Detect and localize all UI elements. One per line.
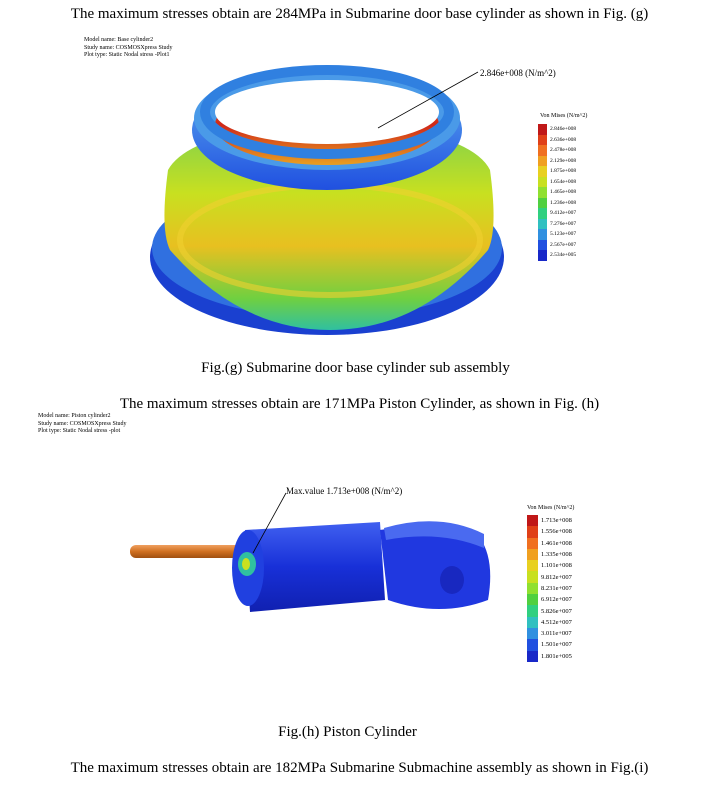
legend-value: 8.231e+007 — [541, 584, 572, 592]
piston-rod — [130, 545, 248, 558]
legend-swatch — [538, 145, 547, 156]
legend-value: 2.129e+008 — [550, 157, 577, 164]
legend-swatch — [527, 549, 538, 560]
legend-row — [538, 240, 587, 251]
legend-row — [527, 571, 574, 582]
legend-value: 1.713e+008 — [541, 517, 572, 525]
legend-swatch — [527, 594, 538, 605]
legend-swatch — [527, 628, 538, 639]
figure-g-meta-line: Study name: COSMOSXpress Study — [84, 44, 173, 51]
legend-value: 2.478e+008 — [550, 147, 577, 154]
figure-h-callout: Max.value 1.713e+008 (N/m^2) — [286, 486, 403, 496]
legend-swatch — [527, 571, 538, 582]
figure-g-legend — [538, 113, 587, 261]
legend-row — [527, 526, 574, 537]
legend-row — [538, 198, 587, 209]
legend-swatch — [538, 229, 547, 240]
figure-g-legend-title: Von Mises (N/m^2) — [540, 113, 588, 119]
legend-row — [538, 229, 587, 240]
legend-swatch — [527, 538, 538, 549]
legend-row — [538, 124, 587, 135]
legend-value: 2.846e+008 — [550, 126, 577, 133]
legend-row — [538, 145, 587, 156]
figure-g-meta-line: Model name: Base cylinder2 — [84, 37, 154, 43]
legend-row — [527, 549, 574, 560]
legend-row — [538, 177, 587, 188]
legend-swatch — [538, 135, 547, 146]
figure-g-callout: 2.846e+008 (N/m^2) — [480, 68, 556, 78]
legend-row — [538, 219, 587, 230]
inner-opening — [215, 80, 439, 144]
legend-row — [527, 628, 574, 639]
legend-value: 9.812e+007 — [541, 573, 572, 581]
legend-value: 6.912e+007 — [541, 596, 572, 604]
legend-swatch — [538, 166, 547, 177]
piston-stress-core — [242, 558, 250, 570]
figure-h-meta-line: Plot type: Static Nodal stress -plot — [38, 428, 121, 434]
figure-g-caption: Fig.(g) Submarine door base cylinder sub assembly — [201, 360, 510, 376]
figure-h-legend-title: Von Mises (N/m^2) — [527, 505, 575, 511]
legend-row — [527, 594, 574, 605]
legend-swatch — [527, 639, 538, 650]
paragraph-i-intro: The maximum stresses obtain are 182MPa Submarine Submachine assembly as shown in Fig.(i) — [70, 760, 649, 776]
legend-swatch — [527, 605, 538, 616]
legend-row — [538, 156, 587, 167]
legend-value: 2.534e+005 — [550, 252, 577, 259]
legend-swatch — [527, 583, 538, 594]
legend-value: 4.512e+007 — [541, 618, 572, 626]
legend-value: 1.101e+008 — [541, 562, 572, 570]
legend-row — [527, 583, 574, 594]
legend-row — [527, 605, 574, 616]
figure-g-meta-line: Plot type: Static Nodal stress -Plot1 — [84, 52, 170, 58]
legend-swatch — [538, 219, 547, 230]
legend-value: 1.654e+008 — [550, 178, 577, 185]
legend-value: 1.461e+008 — [541, 539, 572, 547]
figure-h-caption: Fig.(h) Piston Cylinder — [278, 724, 417, 740]
legend-value: 2.567e+007 — [550, 241, 577, 248]
legend-value: 1.801e+005 — [541, 652, 572, 660]
figure-h-meta-line: Study name: COSMOSXpress Study — [38, 420, 127, 427]
figure-h-meta — [38, 413, 127, 436]
legend-row — [527, 515, 574, 526]
legend-row — [527, 639, 574, 650]
legend-swatch — [538, 208, 547, 219]
legend-value: 1.875e+008 — [550, 168, 577, 175]
legend-swatch — [527, 617, 538, 628]
legend-row — [538, 208, 587, 219]
legend-value: 1.556e+008 — [541, 528, 572, 536]
legend-value: 2.636e+008 — [550, 136, 577, 143]
figure-h-meta-line: Model name: Piston cylinder2 — [38, 413, 111, 419]
legend-value: 5.826e+007 — [541, 607, 572, 615]
figure-h-legend-scale — [527, 515, 574, 662]
legend-value: 1.236e+008 — [550, 199, 577, 206]
legend-swatch — [527, 526, 538, 537]
legend-value: 5.123e+007 — [550, 231, 577, 238]
legend-row — [527, 617, 574, 628]
legend-swatch — [527, 515, 538, 526]
legend-value: 3.011e+007 — [541, 630, 572, 638]
legend-row — [527, 651, 574, 662]
legend-swatch — [538, 198, 547, 209]
legend-value: 1.465e+008 — [550, 189, 577, 196]
legend-swatch — [538, 250, 547, 261]
legend-swatch — [538, 187, 547, 198]
figure-h-legend — [527, 505, 574, 662]
legend-row — [538, 250, 587, 261]
legend-value: 1.501e+007 — [541, 641, 572, 649]
paragraph-h-intro: The maximum stresses obtain are 171MPa Piston Cylinder, as shown in Fig. (h) — [119, 396, 600, 412]
legend-swatch — [538, 177, 547, 188]
legend-row — [538, 187, 587, 198]
clevis-hole — [440, 566, 464, 594]
legend-swatch — [538, 240, 547, 251]
legend-swatch — [527, 651, 538, 662]
legend-row — [538, 166, 587, 177]
figure-g-legend-scale — [538, 124, 587, 261]
legend-row — [527, 560, 574, 571]
legend-row — [538, 135, 587, 146]
legend-value: 9.412e+007 — [550, 210, 577, 217]
legend-value: 1.335e+008 — [541, 551, 572, 559]
legend-swatch — [527, 560, 538, 571]
legend-row — [527, 538, 574, 549]
legend-swatch — [538, 156, 547, 167]
piston-cylinder-body — [245, 522, 385, 612]
legend-value: 7.276e+007 — [550, 220, 577, 227]
paragraph-g-intro: The maximum stresses obtain are 284MPa in Submarine door base cylinder as shown in Fig. (g) — [70, 6, 649, 22]
legend-swatch — [538, 124, 547, 135]
